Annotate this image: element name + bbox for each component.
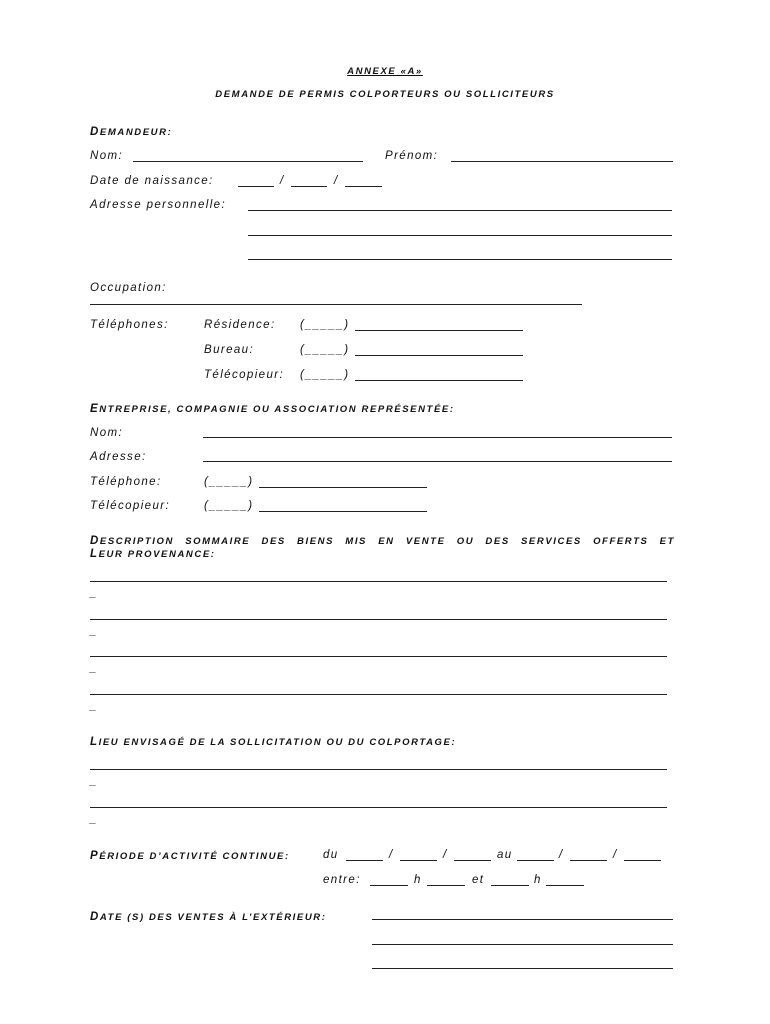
- residence-label: Résidence:: [204, 319, 276, 331]
- address-label: Adresse personnelle:: [90, 199, 227, 211]
- address-field-3[interactable]: [248, 259, 672, 260]
- description-heading-line-1: DESCRIPTION SOMMAIRE DES BIENS MIS EN VENTE OU DES SERVICES OFFERTS ET: [90, 535, 675, 547]
- description-field-1[interactable]: [90, 581, 667, 582]
- prenom-label: Prénom:: [385, 150, 439, 162]
- prenom-field[interactable]: [451, 161, 673, 162]
- company-heading: ENTREPRISE, COMPAGNIE OU ASSOCIATION REPRÉSENTÉE:: [90, 403, 455, 415]
- description-field-2-tail: _: [90, 625, 98, 637]
- period-to-day-field[interactable]: [517, 860, 554, 861]
- period-to-slash-1: /: [559, 849, 564, 861]
- birth-date-label: Date de naissance:: [90, 175, 214, 187]
- period-end-min-field[interactable]: [546, 885, 584, 886]
- period-from-slash-1: /: [389, 849, 394, 861]
- period-du-label: du: [323, 849, 339, 861]
- birth-day-field[interactable]: [238, 186, 274, 187]
- bureau-label: Bureau:: [204, 344, 255, 356]
- period-to-year-field[interactable]: [624, 860, 661, 861]
- location-field-2[interactable]: [90, 807, 667, 808]
- dates-heading: DATE (S) DES VENTES À L’EXTÉRIEUR:: [90, 911, 327, 923]
- form-title-label: DEMANDE DE PERMIS COLPORTEURS OU SOLLICITEURS: [215, 89, 555, 100]
- form-title: [0, 87, 770, 101]
- company-phone-field[interactable]: [259, 487, 427, 488]
- company-fax-area-code[interactable]: (_____): [204, 500, 254, 512]
- fax-label: Télécopieur:: [204, 369, 285, 381]
- dates-field-2[interactable]: [372, 944, 673, 945]
- occupation-label: Occupation:: [90, 282, 167, 294]
- birth-slash-1: /: [280, 175, 285, 187]
- dates-field-3[interactable]: [372, 968, 673, 969]
- company-nom-field[interactable]: [203, 437, 672, 438]
- birth-slash-2: /: [334, 175, 339, 187]
- company-fax-field[interactable]: [259, 511, 427, 512]
- annex-title: [0, 64, 770, 78]
- bureau-area-code[interactable]: (_____): [300, 344, 350, 356]
- description-field-4-tail: _: [90, 700, 98, 712]
- period-end-hour-field[interactable]: [491, 885, 529, 886]
- occupation-field[interactable]: [90, 304, 582, 305]
- period-to-month-field[interactable]: [570, 860, 607, 861]
- nom-field[interactable]: [133, 161, 363, 162]
- residence-area-code[interactable]: (_____): [300, 319, 350, 331]
- period-from-month-field[interactable]: [400, 860, 437, 861]
- period-from-slash-2: /: [443, 849, 448, 861]
- period-heading: PÉRIODE D’ACTIVITÉ CONTINUE:: [90, 850, 290, 862]
- period-start-min-field[interactable]: [427, 885, 465, 886]
- location-field-1-tail: _: [90, 775, 98, 787]
- description-field-1-tail: _: [90, 587, 98, 599]
- location-field-1[interactable]: [90, 769, 667, 770]
- location-heading: LIEU ENVISAGÉ DE LA SOLLICITATION OU DU COLPORTAGE:: [90, 736, 457, 748]
- period-h-label-2: h: [534, 874, 542, 886]
- period-from-day-field[interactable]: [346, 860, 383, 861]
- applicant-heading: DEMANDEUR:: [90, 126, 173, 138]
- dates-field-1[interactable]: [372, 919, 673, 920]
- annex-label: ANNEXE «A»: [347, 66, 423, 77]
- company-phone-area-code[interactable]: (_____): [204, 476, 254, 488]
- residence-phone-field[interactable]: [355, 330, 523, 331]
- address-field-2[interactable]: [248, 235, 672, 236]
- birth-month-field[interactable]: [291, 186, 327, 187]
- phones-label: Téléphones:: [90, 319, 169, 331]
- company-address-label: Adresse:: [90, 451, 147, 463]
- company-address-field[interactable]: [203, 461, 672, 462]
- period-from-year-field[interactable]: [454, 860, 491, 861]
- birth-year-field[interactable]: [345, 186, 382, 187]
- company-fax-label: Télécopieur:: [90, 500, 171, 512]
- fax-area-code[interactable]: (_____): [300, 369, 350, 381]
- description-heading-line-2: LEUR PROVENANCE:: [90, 548, 216, 560]
- address-field-1[interactable]: [248, 210, 672, 211]
- period-to-slash-2: /: [613, 849, 618, 861]
- period-au-label: au: [497, 849, 513, 861]
- company-nom-label: Nom:: [90, 427, 124, 439]
- fax-phone-field[interactable]: [355, 380, 523, 381]
- description-field-2[interactable]: [90, 619, 667, 620]
- period-h-label-1: h: [414, 874, 422, 886]
- period-entre-label: entre:: [323, 874, 361, 886]
- company-phone-label: Téléphone:: [90, 476, 162, 488]
- bureau-phone-field[interactable]: [355, 355, 523, 356]
- description-field-3[interactable]: [90, 656, 667, 657]
- description-field-4[interactable]: [90, 694, 667, 695]
- period-start-hour-field[interactable]: [370, 885, 408, 886]
- nom-label: Nom:: [90, 150, 124, 162]
- description-field-3-tail: _: [90, 662, 98, 674]
- period-et-label: et: [472, 874, 485, 886]
- location-field-2-tail: _: [90, 813, 98, 825]
